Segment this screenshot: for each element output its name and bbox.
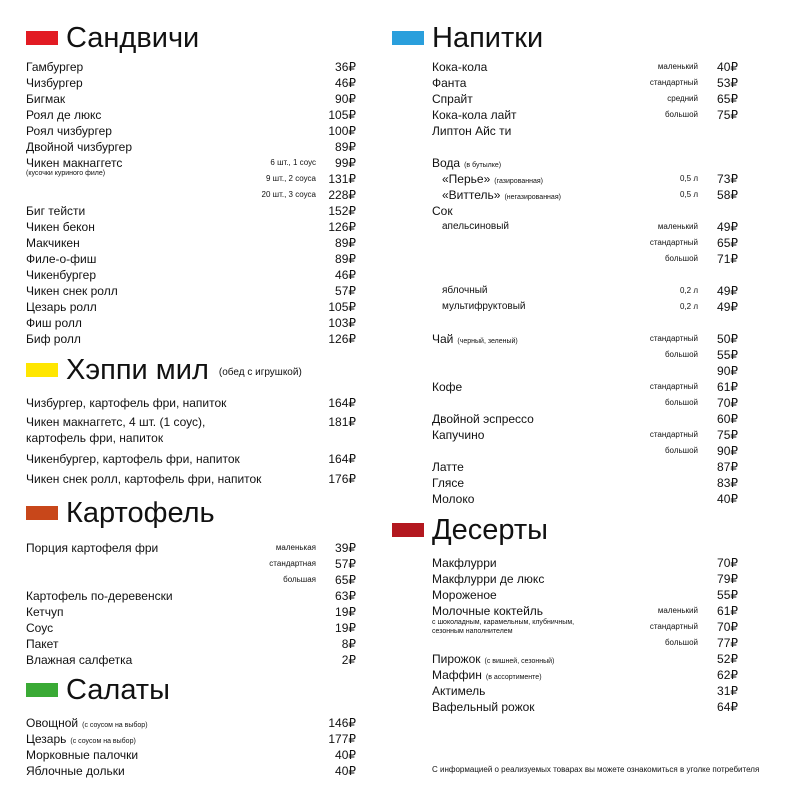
item-name: Соус	[26, 621, 54, 635]
item-name-text: Овощной	[26, 716, 79, 730]
salads-color-swatch	[26, 683, 58, 697]
item-price: 64₽	[717, 700, 738, 714]
item-price: 228₽	[328, 188, 356, 202]
menu-item	[432, 603, 738, 619]
item-price: 75₽	[717, 428, 738, 442]
item-size: 0,5 л	[679, 190, 698, 199]
menu-item	[26, 747, 356, 763]
menu-item	[432, 683, 738, 699]
item-price: 50₽	[717, 332, 738, 346]
item-name: Макфлурри де люкс	[432, 572, 545, 586]
menu-item	[26, 59, 356, 75]
item-name: Чикен бекон	[26, 220, 95, 234]
item-price: 105₽	[328, 300, 356, 314]
item-name: Порция картофеля фри	[26, 541, 159, 555]
item-name: Кока-кола	[432, 60, 488, 74]
item-name: Роял чизбургер	[26, 124, 112, 138]
section-title: Салаты	[66, 674, 170, 706]
section-title-text: Хэппи мил	[66, 354, 209, 386]
item-price: 89₽	[335, 236, 356, 250]
right-column	[392, 0, 738, 800]
item-price: 65₽	[717, 236, 738, 250]
item-price: 52₽	[717, 652, 738, 666]
item-price: 40₽	[717, 492, 738, 506]
item-size: большой	[664, 350, 698, 359]
item-price: 19₽	[335, 605, 356, 619]
item-size: большой	[664, 398, 698, 407]
section-title	[66, 354, 302, 389]
item-size: 0,5 л	[679, 174, 698, 183]
item-price: 177₽	[328, 732, 356, 746]
item-name-text: «Виттель»	[442, 188, 501, 202]
section-header-salads	[26, 674, 356, 710]
section-title: Напитки	[432, 22, 544, 54]
item-price: 57₽	[335, 557, 356, 571]
item-size: большой	[664, 254, 698, 263]
item-price: 40₽	[335, 748, 356, 762]
item-name: Кока-кола лайт	[432, 108, 517, 122]
item-price: 60₽	[717, 412, 738, 426]
menu-item	[26, 91, 356, 107]
desserts-list	[432, 0, 738, 800]
menu-item-variant	[26, 187, 356, 203]
item-price: 89₽	[335, 140, 356, 154]
item-subtitle-line2: сезонным наполнителем	[432, 628, 513, 635]
item-price: 39₽	[335, 541, 356, 555]
item-price: 46₽	[335, 268, 356, 282]
item-price: 70₽	[717, 396, 738, 410]
item-price: 73₽	[717, 172, 738, 186]
item-price: 126₽	[328, 220, 356, 234]
item-name: Влажная салфетка	[26, 653, 133, 667]
item-price: 46₽	[335, 76, 356, 90]
item-size: маленький	[657, 62, 698, 71]
item-price: 40₽	[335, 764, 356, 778]
item-size: стандартный	[649, 430, 698, 439]
item-price: 77₽	[717, 636, 738, 650]
item-size: большой	[664, 638, 698, 647]
item-name: Чикенбургер	[26, 268, 96, 282]
item-size: маленький	[657, 222, 698, 231]
item-name: Морковные палочки	[26, 748, 139, 762]
menu-item	[26, 652, 356, 668]
item-price: 65₽	[335, 573, 356, 587]
item-size: маленький	[657, 606, 698, 615]
section-header-happy-meal	[26, 354, 356, 390]
menu-item	[26, 620, 356, 636]
item-size: большой	[664, 446, 698, 455]
item-note: (с вишней, сезонный)	[484, 658, 555, 665]
item-name: Чикенбургер, картофель фри, напиток	[26, 452, 240, 466]
item-price: 181₽	[328, 415, 356, 429]
item-price: 36₽	[335, 60, 356, 74]
item-size: 6 шт., 1 соус	[270, 158, 316, 167]
menu-item	[26, 636, 356, 652]
menu-item-variant	[26, 556, 356, 572]
menu-item	[26, 107, 356, 123]
item-price: 2₽	[341, 653, 356, 667]
item-name-text: Маффин	[432, 668, 482, 682]
item-price: 55₽	[717, 588, 738, 602]
item-name: яблочный	[442, 285, 488, 296]
menu-item	[26, 763, 356, 779]
item-note: (с соусом на выбор)	[82, 722, 148, 729]
item-price: 100₽	[328, 124, 356, 138]
item-price: 70₽	[717, 620, 738, 634]
item-price: 99₽	[335, 156, 356, 170]
item-note: (с соусом на выбор)	[70, 738, 136, 745]
item-price: 105₽	[328, 108, 356, 122]
item-price: 176₽	[328, 472, 356, 486]
item-name: Глясе	[432, 476, 464, 490]
item-price: 131₽	[328, 172, 356, 186]
section-title: Сандвичи	[66, 22, 200, 54]
item-price: 164₽	[328, 452, 356, 466]
menu-item	[26, 731, 356, 747]
item-name: Кофе	[432, 380, 463, 394]
item-price: 53₽	[717, 76, 738, 90]
item-name: Латте	[432, 460, 464, 474]
item-price: 8₽	[341, 637, 356, 651]
item-price: 40₽	[717, 60, 738, 74]
section-header-fries	[26, 497, 356, 533]
item-size: средний	[667, 94, 698, 103]
item-name: Чизбургер	[26, 76, 83, 90]
item-name-text: «Перье»	[442, 172, 491, 186]
item-price: 61₽	[717, 604, 738, 618]
item-price: 65₽	[717, 92, 738, 106]
menu-item	[26, 451, 356, 467]
menu-item	[26, 219, 356, 235]
item-name: Чикен снек ролл	[26, 284, 118, 298]
menu-item	[26, 251, 356, 267]
menu-item-variant	[26, 572, 356, 588]
menu-item	[26, 267, 356, 283]
item-price: 152₽	[328, 204, 356, 218]
item-price: 49₽	[717, 284, 738, 298]
menu-item	[26, 283, 356, 299]
menu-item	[26, 235, 356, 251]
item-note: (черный, зеленый)	[457, 338, 518, 345]
item-name: Филе-о-фиш	[26, 252, 97, 266]
section-title: Десерты	[432, 514, 549, 546]
menu-item	[26, 331, 356, 347]
item-price: 62₽	[717, 668, 738, 682]
item-price: 63₽	[335, 589, 356, 603]
item-subtitle: (кусочки куриного филе)	[26, 170, 106, 177]
item-name: Двойной эспрессо	[432, 412, 534, 426]
item-price: 103₽	[328, 316, 356, 330]
item-name-text: Цезарь	[26, 732, 67, 746]
item-subtitle: с шоколадным, карамельным, клубничным,	[432, 619, 575, 626]
item-note: (в ассортименте)	[485, 674, 542, 681]
menu-item	[26, 604, 356, 620]
item-size: 9 шт., 2 соуса	[265, 174, 316, 183]
menu-item	[26, 395, 356, 411]
item-name: Макфлурри	[432, 556, 497, 570]
item-name: Капучино	[432, 428, 485, 442]
item-price: 61₽	[717, 380, 738, 394]
item-name: Пакет	[26, 637, 59, 651]
item-price: 146₽	[328, 716, 356, 730]
item-name: Чикен снек ролл, картофель фри, напиток	[26, 472, 262, 486]
menu-item	[26, 715, 356, 731]
item-price: 87₽	[717, 460, 738, 474]
menu-item-variant	[432, 619, 738, 635]
item-name: апельсиновый	[442, 221, 510, 232]
menu-item-line2	[26, 430, 356, 446]
item-name: Сок	[432, 204, 453, 218]
item-price: 70₽	[717, 556, 738, 570]
item-name: Мороженое	[432, 588, 497, 602]
menu-item	[432, 555, 738, 571]
menu-item	[432, 651, 738, 667]
menu-item	[432, 699, 738, 715]
item-note: (негазированная)	[504, 194, 561, 201]
item-price: 57₽	[335, 284, 356, 298]
item-price: 164₽	[328, 396, 356, 410]
item-price: 31₽	[717, 684, 738, 698]
menu-item	[26, 588, 356, 604]
menu-item	[26, 540, 356, 556]
item-name: Макчикен	[26, 236, 80, 250]
item-price: 58₽	[717, 188, 738, 202]
footer-note: С информацией о реализуемых товарах вы можете ознакомиться в уголке потребителя	[432, 765, 760, 774]
menu-item	[432, 667, 738, 683]
item-size: стандартный	[649, 238, 698, 247]
menu-item	[432, 587, 738, 603]
menu-item	[432, 571, 738, 587]
item-size: 0,2 л	[679, 286, 698, 295]
menu-item-variant	[26, 171, 356, 187]
item-price: 83₽	[717, 476, 738, 490]
item-size: стандартная	[269, 559, 316, 568]
item-size: стандартный	[649, 382, 698, 391]
item-name: Биф ролл	[26, 332, 81, 346]
item-name: Чикен макнаггетс, 4 шт. (1 соус),	[26, 415, 206, 429]
item-price: 79₽	[717, 572, 738, 586]
item-name: Вафельный рожок	[432, 700, 535, 714]
menu-item	[26, 315, 356, 331]
menu-item	[26, 75, 356, 91]
item-price: 126₽	[328, 332, 356, 346]
item-name: Чикен макнаггетс	[26, 156, 123, 170]
menu-item	[26, 203, 356, 219]
item-name: Чизбургер, картофель фри, напиток	[26, 396, 227, 410]
drinks-color-swatch	[392, 31, 424, 45]
item-note: (газированная)	[494, 178, 543, 185]
item-price: 75₽	[717, 108, 738, 122]
item-name: Молоко	[432, 492, 475, 506]
fries-color-swatch	[26, 506, 58, 520]
item-price: 90₽	[717, 444, 738, 458]
item-price: 49₽	[717, 300, 738, 314]
item-price: 90₽	[335, 92, 356, 106]
item-name: Актимель	[432, 684, 486, 698]
menu-item	[26, 299, 356, 315]
item-size: большая	[283, 575, 316, 584]
section-header-sandwiches	[26, 22, 356, 58]
item-size: стандартный	[649, 78, 698, 87]
section-title: Картофель	[66, 497, 215, 529]
item-name-text: Чай	[432, 332, 454, 346]
item-name: Цезарь ролл	[26, 300, 97, 314]
menu-item-variant	[432, 635, 738, 651]
item-name: Яблочные дольки	[26, 764, 125, 778]
item-price: 71₽	[717, 252, 738, 266]
menu-item	[26, 471, 356, 487]
item-size: 0,2 л	[679, 302, 698, 311]
section-note: (обед с игрушкой)	[218, 367, 302, 378]
menu-item	[26, 414, 356, 430]
item-price: 55₽	[717, 348, 738, 362]
item-name: мультифруктовый	[442, 301, 526, 312]
sandwiches-color-swatch	[26, 31, 58, 45]
item-name: Фиш ролл	[26, 316, 82, 330]
item-name: Кетчуп	[26, 605, 64, 619]
item-name-text: Вода	[432, 156, 461, 170]
item-name: Спрайт	[432, 92, 473, 106]
item-size: 20 шт., 3 соуса	[261, 190, 316, 199]
item-price: 19₽	[335, 621, 356, 635]
item-price: 90₽	[717, 364, 738, 378]
item-size: стандартный	[649, 622, 698, 631]
item-name: Фанта	[432, 76, 467, 90]
item-note: (в бутылке)	[464, 162, 502, 169]
item-name: Бигмак	[26, 92, 66, 106]
left-column	[26, 0, 356, 800]
item-name: Липтон Айс ти	[432, 124, 512, 138]
menu-item	[26, 123, 356, 139]
item-name-text: Пирожок	[432, 652, 481, 666]
item-name: Картофель по-деревенски	[26, 589, 173, 603]
item-name: Двойной чизбургер	[26, 140, 133, 154]
item-size: маленькая	[275, 543, 316, 552]
happy-meal-color-swatch	[26, 363, 58, 377]
menu-item	[26, 139, 356, 155]
item-size: большой	[664, 110, 698, 119]
item-name: Молочные коктейль	[432, 604, 544, 618]
item-price: 89₽	[335, 252, 356, 266]
item-size: стандартный	[649, 334, 698, 343]
item-name: Роял де люкс	[26, 108, 102, 122]
item-name-line2: картофель фри, напиток	[26, 431, 164, 445]
desserts-color-swatch	[392, 523, 424, 537]
item-name: Биг тейсти	[26, 204, 86, 218]
item-name: Гамбургер	[26, 60, 84, 74]
item-price: 49₽	[717, 220, 738, 234]
